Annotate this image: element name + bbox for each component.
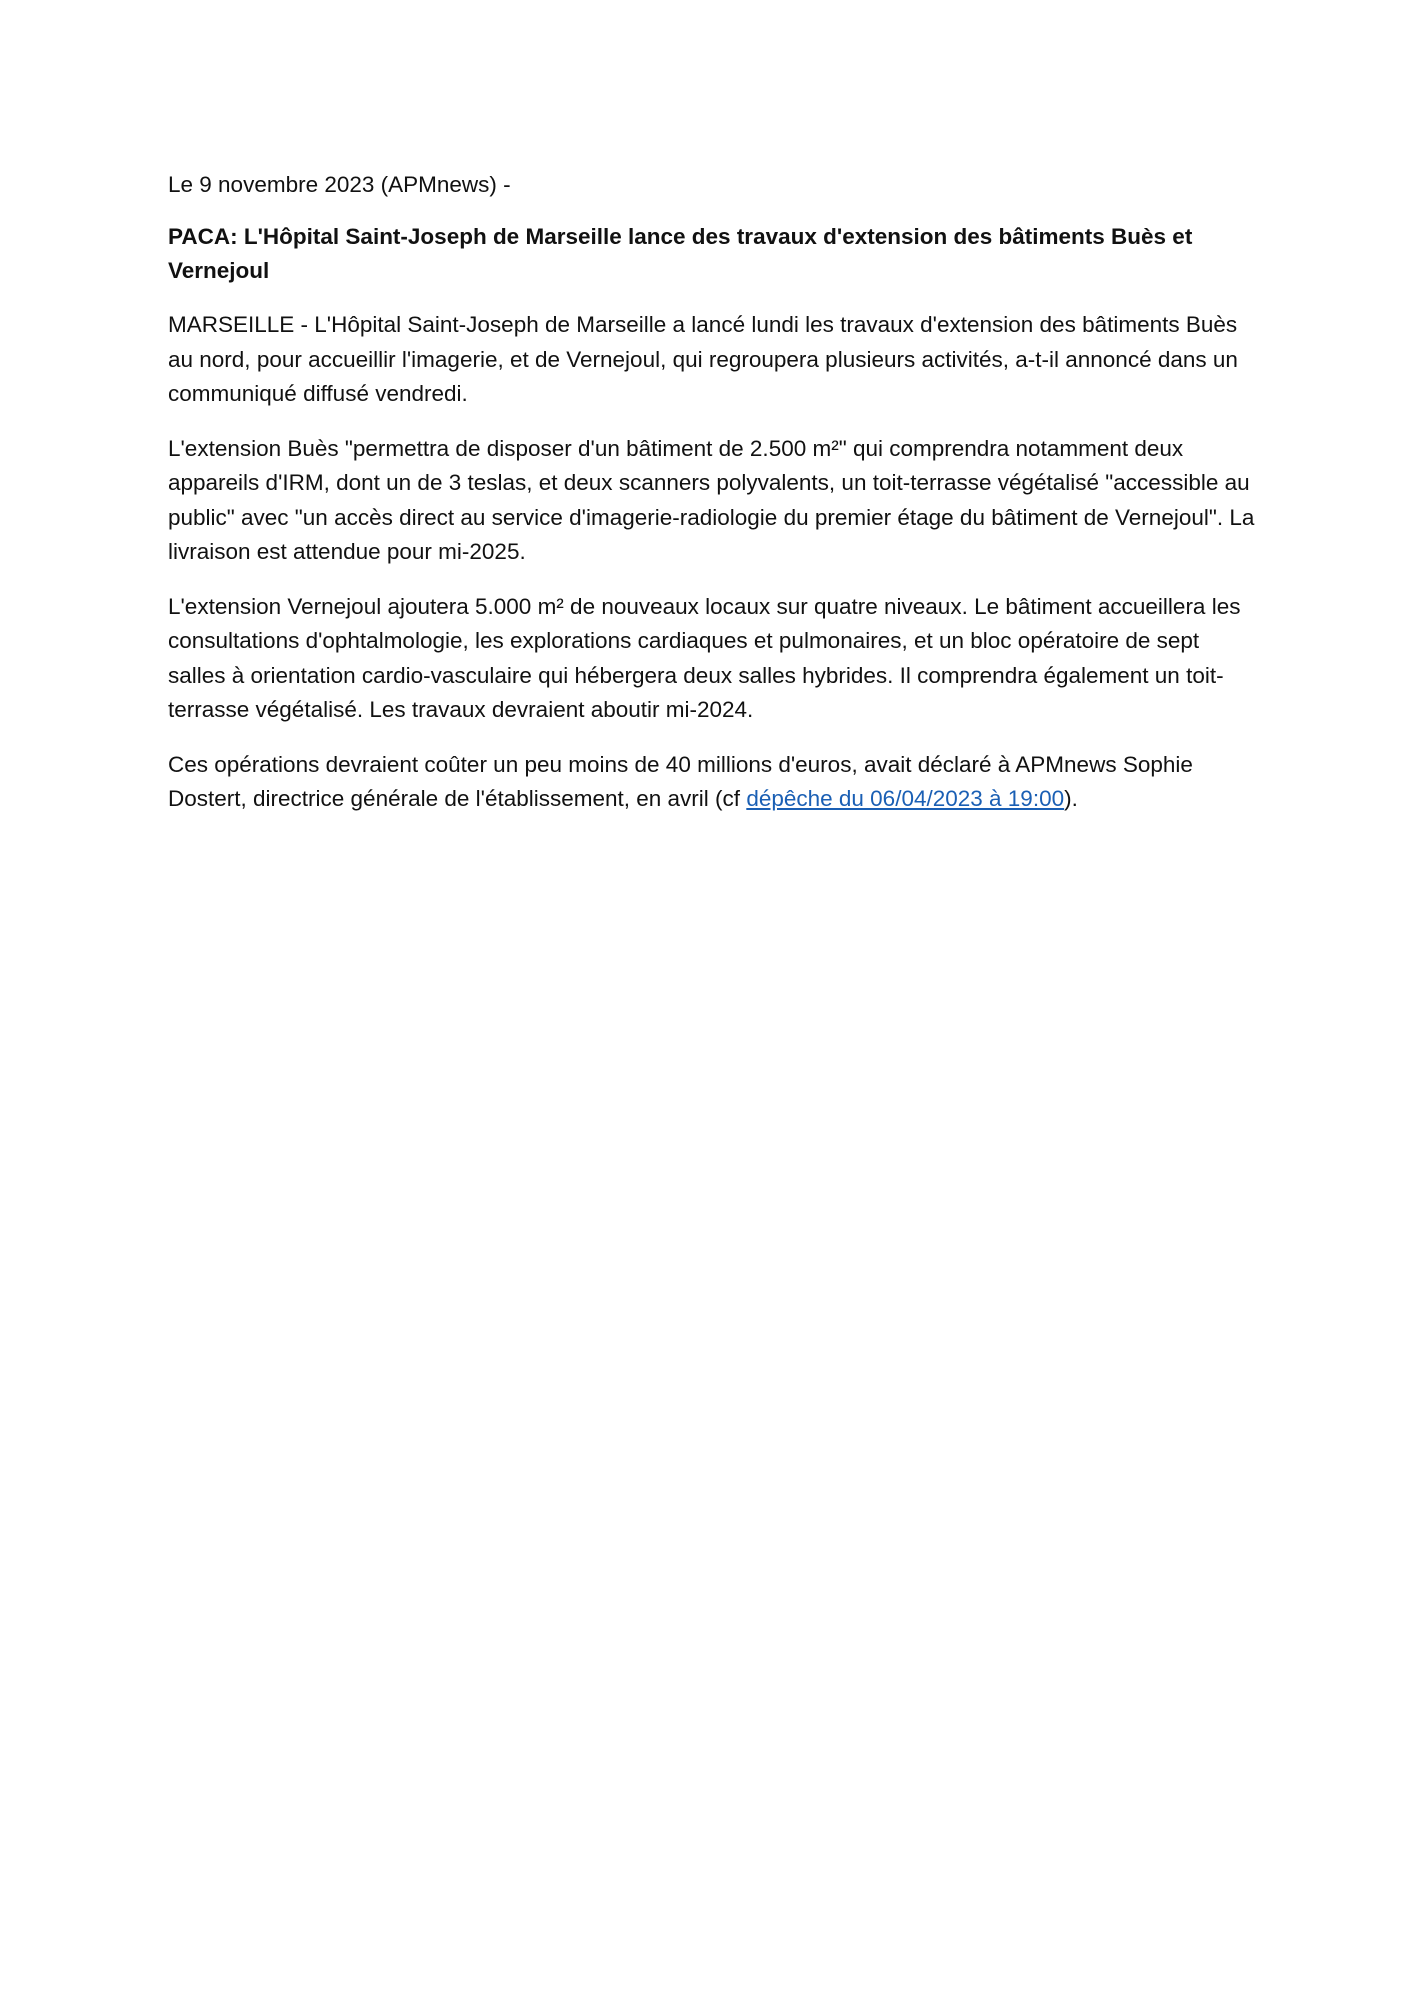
paragraph-bues: L'extension Buès "permettra de disposer d'un bâtiment de 2.500 m²" qui comprendra notamment deux appareils d'IRM, dont un de 3 teslas, et deux scanners polyvalents, un toit-terrasse végétalisé "accessible au public" avec "un accès direct au service d'imagerie-radiologie du premier étage du bâtiment de Vernejoul". La livraison est attendue pour mi-2025. bbox=[168, 435, 1255, 564]
article-page bbox=[168, 168, 1258, 837]
paragraph-vernejoul: L'extension Vernejoul ajoutera 5.000 m² de nouveaux locaux sur quatre niveaux. Le bâtiment accueillera les consultations d'ophtalmologie, les explorations cardiaques et pulmonaires, et un bloc opératoire de sept salles à orientation cardio-vasculaire qui hébergera deux salles hybrides. Il comprendra également un toit-terrasse végétalisé. Les travaux devraient aboutir mi-2024. bbox=[168, 593, 1241, 722]
closing-text-end: ). bbox=[1064, 786, 1078, 811]
dateline: Le 9 novembre 2023 (APMnews) - bbox=[168, 172, 511, 197]
article-headline: PACA: L'Hôpital Saint-Joseph de Marseille lance des travaux d'extension des bâtiments Buès et Vernejoul bbox=[168, 224, 1193, 283]
closing-text: Ces opérations devraient coûter un peu moins de 40 millions d'euros, avait déclaré à APMnews Sophie Dostert, directrice générale de l'établissement, en avril (cf bbox=[168, 751, 1193, 811]
paragraph-intro: MARSEILLE - L'Hôpital Saint-Joseph de Marseille a lancé lundi les travaux d'extension des bâtiments Buès au nord, pour accueillir l'imagerie, et de Vernejoul, qui regroupera plusieurs activités, a-t-il annoncé dans un communiqué diffusé vendredi. bbox=[168, 312, 1238, 406]
reference-dispatch-link[interactable]: dépêche du 06/04/2023 à 19:00 bbox=[746, 786, 1065, 811]
paragraph-closing bbox=[168, 748, 1258, 817]
